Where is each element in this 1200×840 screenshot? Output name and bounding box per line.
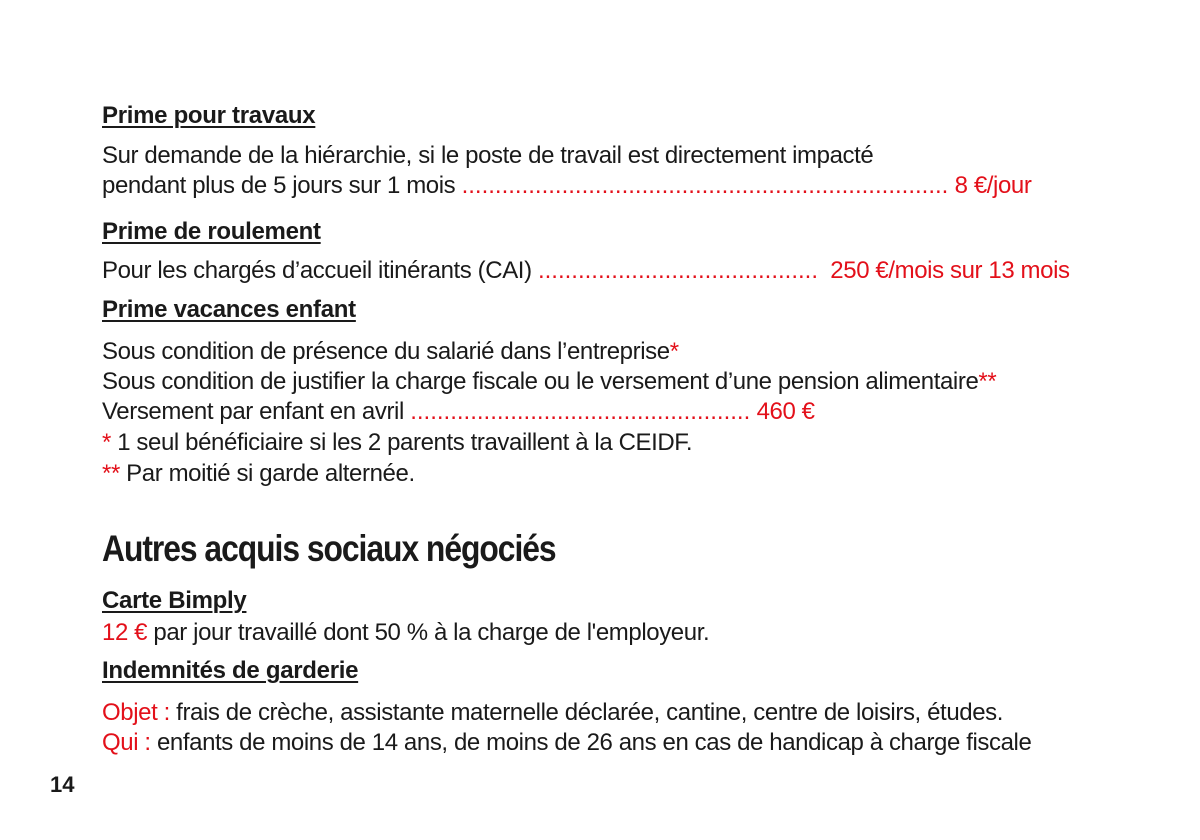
prime-roulement-amount: 250 €/mois sur 13 mois [830,257,1070,284]
prime-roulement-condition: Pour les chargés d’accueil itinérants (CAI) [102,257,532,284]
garderie-objet-text: frais de crèche, assistante maternelle déclarée, cantine, centre de loisirs, études. [169,699,1004,726]
prime-travaux-line1: Sur demande de la hiérarchie, si le poste de travail est directement impacté [102,142,874,169]
footnote-2-text: Par moitié si garde alternée. [119,460,415,487]
prime-roulement-title: Prime de roulement [102,218,321,245]
carte-bimply-title: Carte Bimply [102,587,247,614]
carte-bimply-text: par jour travaillé dont 50 % à la charge de l'employeur. [147,619,710,646]
dot-leader: .......................................... [537,257,819,284]
footnote-mark: * [669,338,679,365]
dot-leader: ......................................................................... [461,172,949,199]
prime-vacances-amount: 460 € [756,398,815,425]
prime-vacances-line2 [102,368,996,396]
prime-roulement-line [102,257,1070,285]
prime-vacances-versement: Versement par enfant en avril [102,398,404,425]
garderie-qui-text: enfants de moins de 14 ans, de moins de 26 ans en cas de handicap à charge fiscale [150,729,1032,756]
prime-vacances-title: Prime vacances enfant [102,296,356,323]
garderie-qui-label: Qui : [102,729,151,756]
garderie-objet-line [102,699,1003,727]
indemnites-garderie-title: Indemnités de garderie [102,657,359,684]
prime-travaux-title: Prime pour travaux [102,102,316,129]
garderie-qui-line [102,729,1031,757]
footnote-2 [102,460,415,488]
footnote-mark: ** [102,460,120,487]
prime-travaux-condition: pendant plus de 5 jours sur 1 mois [102,172,456,199]
prime-vacances-condition2: Sous condition de justifier la charge fiscale ou le versement d’une pension alimentaire [102,368,979,395]
prime-travaux-amount: 8 €/jour [954,172,1032,199]
garderie-objet-label: Objet : [102,699,170,726]
carte-bimply-amount: 12 € [102,619,148,646]
footnote-mark: ** [978,368,997,395]
page-number: 14 [50,772,75,797]
dot-leader: ................................................... [410,398,751,425]
footnote-mark: * [102,429,111,456]
section-heading: Autres acquis sociaux négociés [102,528,556,569]
footnote-1-text: 1 seul bénéficiaire si les 2 parents travaillent à la CEIDF. [110,429,693,456]
prime-vacances-line3 [102,398,815,426]
footnote-1 [102,429,692,457]
prime-travaux-line2 [102,172,1031,200]
carte-bimply-line [102,619,709,647]
prime-vacances-line1 [102,338,679,366]
prime-vacances-condition1: Sous condition de présence du salarié dans l’entreprise [102,338,670,365]
